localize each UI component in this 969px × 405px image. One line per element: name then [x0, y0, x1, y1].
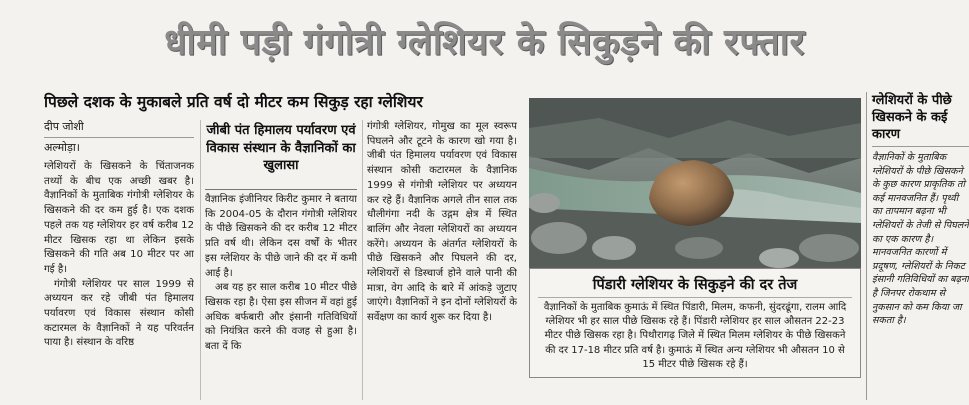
- column-3-paragraph-1: गंगोत्री ग्लेशियर, गोमुख का मूल स्वरूप पिघलने और टूटने के कारण खो गया है। जीबी पंत हिमालय पर्यावरण एवं विकास संस्थान कोसी कटारमल के वैज्ञानिक 1999 से गंगोत्री ग्लेशियर पर अध्ययन कर रहे हैं। वैज्ञानिक अगले तीन साल तक धौलीगंगा नदी के उद्गम क्षेत्र में स्थित बालिंग और नेवला ग्लेशियरों का अध्ययन करेंगे। अध्ययन के अंतर्गत ग्लेशियरों के पीछे खिसकने और पिघलने की दर, ग्लेशियरों से डिस्चार्ज होने वाले पानी की मात्रा, वेग आदि के बारे में आंकड़े जुटाए जाएंगे। वैज्ञानिकों ने इन दोनों ग्लेशियरों के सर्वेक्षण का कार्य शुरू कर दिया है।: [367, 121, 517, 324]
- photo-caption-box: [529, 268, 861, 378]
- subheadline: पिछले दशक के मुकाबले प्रति वर्ष दो मीटर कम सिकुड़ रहा ग्लेशियर: [44, 93, 423, 111]
- article-column-1: [44, 160, 194, 400]
- column-divider: [200, 120, 201, 400]
- photo-caption-title: पिंडारी ग्लेशियर के सिकुड़ने की दर तेज: [538, 273, 852, 298]
- column-2-paragraph-2: अब यह हर साल करीब 10 मीटर पीछे खिसक रहा है। ऐसा इस सीजन में वहां हुई अधिक बर्फबारी और इंसानी गतिविधियों को नियंत्रित करने की वजह से हुआ है। बता दें कि: [205, 282, 357, 353]
- byline-divider: [44, 137, 194, 138]
- byline: [44, 119, 194, 156]
- article-column-2: [205, 193, 357, 400]
- deck-highlight: जीबी पंत हिमालय पर्यावरण एवं विकास संस्थान के वैज्ञानिकों का खुलासा: [206, 123, 356, 173]
- article-column-3: [367, 120, 517, 400]
- headline: धीमी पड़ी गंगोत्री ग्लेशियर के सिकुड़ने की रफ्तार: [164, 22, 805, 63]
- column-divider: [362, 120, 363, 400]
- byline-author: दीप जोशी: [44, 120, 84, 133]
- column-2-paragraph-1: वैज्ञानिक इंजीनियर किरीट कुमार ने बताया कि 2004-05 के दौरान गंगोत्री ग्लेशियर के पीछे खिसकने की दर करीब 12 मीटर प्रति वर्ष थी। लेकिन दस वर्षों के भीतर इस ग्लेशियर के पीछे जाने की दर में कमी आई है।: [205, 194, 357, 279]
- column-1-paragraph-2: गंगोत्री ग्लेशियर पर साल 1999 से अध्ययन कर रहे जीबी पंत हिमालय पर्यावरण एवं विकास संस्थान कोसी कटारमल के वैज्ञानिकों ने यह परिवर्तन पाया है। संस्थान के वरिष्ठ: [44, 278, 194, 349]
- sidebar-title: ग्लेशियरों के पीछे खिसकने के कई कारण: [872, 92, 969, 147]
- column-1-paragraph-1: ग्लेशियरों के खिसकने के चिंताजनक तथ्यों के बीच एक अच्छी खबर है। वैज्ञानिकों के मुताबिक गंगोत्री ग्लेशियर के खिसकने की दर कम हुई है। एक दशक पहले तक यह ग्लेशियर हर वर्ष करीब 12 मीटर खिसक रहा था लेकिन इसके खिसकने की गति अब 10 मीटर पर आ गई है।: [44, 161, 194, 275]
- glacier-photo: [529, 98, 861, 268]
- byline-place: अल्मोड़ा।: [44, 141, 80, 154]
- photo-caption-text: वैज्ञानिकों के मुताबिक कुमाऊं में स्थित पिंडारी, मिलम, कफनी, सुंदरढूंगा, रालम आदि ग्लेशियर भी हर साल पीछे खिसक रहे हैं। पिंडारी ग्लेशियर हर साल औसतन 22-23 मीटर पीछे खिसक रहा है। पिथौरागढ़ जिले में स्थित मिलम ग्लेशियर के पीछे खिसकने की दर 17-18 मीटर प्रति वर्ष है। कुमाऊं में स्थित अन्य ग्लेशियर भी औसतन 10 से 15 मीटर पीछे खिसक रहे हैं।: [543, 302, 847, 370]
- sidebar-box: [866, 92, 969, 400]
- sidebar-text: वैज्ञानिकों के मुताबिक ग्लेशियरों के पीछे खिसकने के कुछ कारण प्राकृतिक तो कई मानवजनित हैं। पृथ्वी का तापमान बढ़ना भी ग्लेशियरों के तेजी से पिघलने का एक कारण है। मानवजनित कारणों में प्रदूषण, ग्लेशियरों के निकट इंसानी गतिविधियों का बढ़ना है जिनपर रोकथाम से नुकसान को कम किया जा सकता है।: [872, 152, 969, 327]
- deck-divider: [205, 189, 357, 190]
